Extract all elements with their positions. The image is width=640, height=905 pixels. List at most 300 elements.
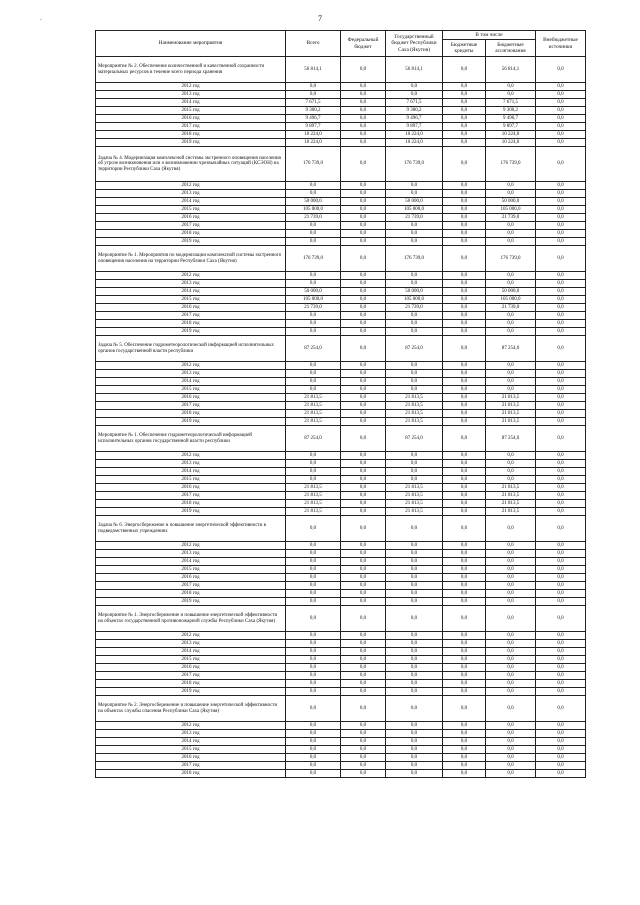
- value-cell: 0,0: [443, 598, 486, 606]
- header-allocations: Бюджетные ассигнования: [486, 40, 536, 57]
- value-cell: 0,0: [341, 566, 386, 574]
- value-cell: 0,0: [443, 688, 486, 696]
- value-cell: 0,0: [443, 99, 486, 107]
- value-cell: 0,0: [286, 460, 341, 468]
- value-cell: 21 813,5: [386, 418, 443, 426]
- value-cell: 0,0: [386, 83, 443, 91]
- value-cell: 0,0: [443, 558, 486, 566]
- year-label: 2019 год: [96, 418, 286, 426]
- summary-cell: 56 814,1: [386, 57, 443, 83]
- summary-cell: 0,0: [341, 57, 386, 83]
- value-cell: 0,0: [386, 722, 443, 730]
- year-label: 2014 год: [96, 288, 286, 296]
- year-row: [96, 558, 586, 566]
- year-row: [96, 476, 586, 484]
- year-label: 2013 год: [96, 730, 286, 738]
- value-cell: 0,0: [443, 378, 486, 386]
- year-row: [96, 468, 586, 476]
- summary-cell: 0,0: [341, 147, 386, 182]
- summary-cell: 0,0: [341, 696, 386, 722]
- value-cell: 7 671,5: [386, 99, 443, 107]
- summary-cell: 87 254,0: [486, 426, 536, 452]
- table-header: [96, 31, 586, 57]
- value-cell: 0,0: [286, 672, 341, 680]
- value-cell: 21 813,5: [386, 484, 443, 492]
- year-label: 2019 год: [96, 328, 286, 336]
- group-title: Мероприятие № 1. Обеспечение гидрометеорологической информацией исполнительных органов государственной власти республики: [96, 426, 286, 452]
- value-cell: 0,0: [443, 238, 486, 246]
- value-cell: 0,0: [443, 542, 486, 550]
- value-cell: 10 224,0: [286, 131, 341, 139]
- value-cell: 0,0: [536, 370, 586, 378]
- value-cell: 0,0: [386, 656, 443, 664]
- value-cell: 0,0: [386, 770, 443, 778]
- year-row: [96, 484, 586, 492]
- value-cell: 0,0: [341, 182, 386, 190]
- year-row: [96, 99, 586, 107]
- year-label: 2018 год: [96, 410, 286, 418]
- value-cell: 105 000,0: [386, 206, 443, 214]
- value-cell: 0,0: [386, 238, 443, 246]
- page-number: 7: [318, 14, 322, 23]
- value-cell: 0,0: [486, 598, 536, 606]
- year-row: [96, 730, 586, 738]
- value-cell: 0,0: [386, 91, 443, 99]
- header-state: Государственный бюджет Республики Саха (Якутия): [386, 31, 443, 57]
- value-cell: 0,0: [286, 632, 341, 640]
- year-label: 2012 год: [96, 542, 286, 550]
- value-cell: 0,0: [443, 91, 486, 99]
- value-cell: 21 813,5: [486, 418, 536, 426]
- value-cell: 0,0: [341, 190, 386, 198]
- value-cell: 0,0: [536, 770, 586, 778]
- value-cell: 0,0: [536, 688, 586, 696]
- year-label: 2017 год: [96, 123, 286, 131]
- value-cell: 0,0: [536, 386, 586, 394]
- year-label: 2014 год: [96, 558, 286, 566]
- value-cell: 0,0: [341, 542, 386, 550]
- value-cell: 0,0: [536, 590, 586, 598]
- value-cell: 0,0: [443, 672, 486, 680]
- value-cell: 0,0: [486, 468, 536, 476]
- value-cell: 9 300,2: [386, 107, 443, 115]
- year-label: 2015 год: [96, 107, 286, 115]
- summary-cell: 0,0: [536, 516, 586, 542]
- year-row: [96, 312, 586, 320]
- value-cell: 0,0: [486, 362, 536, 370]
- summary-cell: 87 254,0: [286, 426, 341, 452]
- table-body: [96, 57, 586, 778]
- year-row: [96, 182, 586, 190]
- value-cell: 0,0: [286, 280, 341, 288]
- year-label: 2017 год: [96, 492, 286, 500]
- value-cell: 0,0: [536, 83, 586, 91]
- summary-cell: 0,0: [341, 516, 386, 542]
- value-cell: 21 813,5: [386, 500, 443, 508]
- value-cell: 0,0: [286, 182, 341, 190]
- value-cell: 0,0: [536, 648, 586, 656]
- year-row: [96, 582, 586, 590]
- value-cell: 0,0: [341, 550, 386, 558]
- value-cell: 0,0: [536, 566, 586, 574]
- value-cell: 9 300,2: [286, 107, 341, 115]
- value-cell: 0,0: [443, 484, 486, 492]
- year-row: [96, 304, 586, 312]
- year-label: 2015 год: [96, 566, 286, 574]
- year-label: 2013 год: [96, 460, 286, 468]
- value-cell: 0,0: [386, 590, 443, 598]
- value-cell: 50 000,0: [386, 198, 443, 206]
- year-label: 2015 год: [96, 746, 286, 754]
- year-label: 2019 год: [96, 238, 286, 246]
- group-title: Мероприятие № 1. Энергосбережение и повышение энергетической эффективности на объектах государственной противопожарной службы Республики Саха (Якутия): [96, 606, 286, 632]
- summary-cell: 87 254,0: [486, 336, 536, 362]
- value-cell: 0,0: [536, 394, 586, 402]
- year-label: 2013 год: [96, 550, 286, 558]
- value-cell: 0,0: [536, 640, 586, 648]
- value-cell: 0,0: [486, 566, 536, 574]
- value-cell: 0,0: [341, 288, 386, 296]
- group-title: Задача № 6. Энергосбережение и повышение энергетической эффективности в подведомственных учреждениях: [96, 516, 286, 542]
- value-cell: 0,0: [486, 558, 536, 566]
- value-cell: 0,0: [486, 542, 536, 550]
- value-cell: 0,0: [443, 452, 486, 460]
- value-cell: 0,0: [443, 198, 486, 206]
- value-cell: 0,0: [341, 770, 386, 778]
- year-label: 2012 год: [96, 632, 286, 640]
- value-cell: 0,0: [443, 762, 486, 770]
- summary-cell: 0,0: [443, 57, 486, 83]
- year-row: [96, 598, 586, 606]
- value-cell: 0,0: [286, 328, 341, 336]
- year-label: 2018 год: [96, 320, 286, 328]
- value-cell: 0,0: [443, 320, 486, 328]
- value-cell: 0,0: [286, 566, 341, 574]
- value-cell: 21 813,5: [386, 402, 443, 410]
- value-cell: 7 671,5: [486, 99, 536, 107]
- value-cell: 0,0: [536, 115, 586, 123]
- value-cell: 0,0: [536, 99, 586, 107]
- group-row: [96, 696, 586, 722]
- value-cell: 9 496,7: [486, 115, 536, 123]
- value-cell: 0,0: [341, 762, 386, 770]
- value-cell: 0,0: [341, 484, 386, 492]
- value-cell: 0,0: [386, 476, 443, 484]
- value-cell: 9 496,7: [386, 115, 443, 123]
- year-label: 2016 год: [96, 574, 286, 582]
- value-cell: 0,0: [443, 222, 486, 230]
- summary-cell: 0,0: [486, 696, 536, 722]
- value-cell: 0,0: [341, 83, 386, 91]
- value-cell: 0,0: [486, 386, 536, 394]
- year-row: [96, 762, 586, 770]
- value-cell: 0,0: [443, 280, 486, 288]
- value-cell: 0,0: [536, 492, 586, 500]
- year-label: 2012 год: [96, 362, 286, 370]
- year-label: 2013 год: [96, 640, 286, 648]
- value-cell: 0,0: [486, 230, 536, 238]
- summary-cell: 0,0: [443, 336, 486, 362]
- group-row: [96, 57, 586, 83]
- value-cell: 0,0: [341, 131, 386, 139]
- value-cell: 0,0: [341, 394, 386, 402]
- value-cell: 0,0: [286, 648, 341, 656]
- value-cell: 0,0: [386, 664, 443, 672]
- value-cell: 0,0: [443, 206, 486, 214]
- value-cell: 0,0: [286, 378, 341, 386]
- value-cell: 21 813,5: [486, 492, 536, 500]
- year-label: 2012 год: [96, 83, 286, 91]
- value-cell: 0,0: [341, 328, 386, 336]
- value-cell: 0,0: [341, 722, 386, 730]
- value-cell: 0,0: [536, 508, 586, 516]
- value-cell: 21 739,0: [286, 214, 341, 222]
- value-cell: 50 000,0: [386, 288, 443, 296]
- year-row: [96, 632, 586, 640]
- value-cell: 10 224,0: [386, 139, 443, 147]
- value-cell: 0,0: [443, 115, 486, 123]
- year-row: [96, 214, 586, 222]
- year-label: 2014 год: [96, 738, 286, 746]
- year-row: [96, 402, 586, 410]
- year-row: [96, 83, 586, 91]
- value-cell: 0,0: [443, 664, 486, 672]
- year-row: [96, 296, 586, 304]
- year-row: [96, 107, 586, 115]
- value-cell: 21 813,5: [486, 484, 536, 492]
- value-cell: 0,0: [286, 558, 341, 566]
- value-cell: 0,0: [486, 190, 536, 198]
- year-row: [96, 460, 586, 468]
- year-label: 2018 год: [96, 770, 286, 778]
- year-row: [96, 238, 586, 246]
- value-cell: 105 000,0: [486, 206, 536, 214]
- value-cell: 0,0: [443, 190, 486, 198]
- value-cell: 0,0: [341, 320, 386, 328]
- value-cell: 0,0: [386, 640, 443, 648]
- value-cell: 0,0: [486, 452, 536, 460]
- value-cell: 0,0: [286, 640, 341, 648]
- value-cell: 0,0: [341, 230, 386, 238]
- group-row: [96, 606, 586, 632]
- value-cell: 0,0: [536, 230, 586, 238]
- value-cell: 0,0: [341, 632, 386, 640]
- year-row: [96, 272, 586, 280]
- value-cell: 0,0: [386, 386, 443, 394]
- value-cell: 0,0: [386, 370, 443, 378]
- value-cell: 0,0: [386, 460, 443, 468]
- value-cell: 0,0: [341, 590, 386, 598]
- value-cell: 0,0: [443, 83, 486, 91]
- value-cell: 9 496,7: [286, 115, 341, 123]
- value-cell: 50 000,0: [486, 198, 536, 206]
- value-cell: 0,0: [286, 656, 341, 664]
- year-row: [96, 688, 586, 696]
- year-label: 2013 год: [96, 370, 286, 378]
- year-row: [96, 386, 586, 394]
- value-cell: 10 224,0: [486, 139, 536, 147]
- value-cell: 50 000,0: [286, 198, 341, 206]
- value-cell: 0,0: [536, 288, 586, 296]
- value-cell: 0,0: [286, 582, 341, 590]
- year-row: [96, 198, 586, 206]
- year-row: [96, 754, 586, 762]
- summary-cell: 0,0: [536, 57, 586, 83]
- value-cell: 0,0: [286, 452, 341, 460]
- value-cell: 0,0: [443, 296, 486, 304]
- value-cell: 10 224,0: [486, 131, 536, 139]
- summary-cell: 0,0: [386, 516, 443, 542]
- value-cell: 0,0: [536, 418, 586, 426]
- value-cell: 0,0: [486, 280, 536, 288]
- summary-cell: 176 739,0: [386, 246, 443, 272]
- value-cell: 0,0: [536, 598, 586, 606]
- year-label: 2017 год: [96, 582, 286, 590]
- value-cell: 0,0: [386, 754, 443, 762]
- value-cell: 0,0: [341, 672, 386, 680]
- value-cell: 0,0: [386, 550, 443, 558]
- value-cell: 0,0: [443, 418, 486, 426]
- value-cell: 0,0: [341, 115, 386, 123]
- value-cell: 0,0: [386, 672, 443, 680]
- value-cell: 21 739,0: [386, 304, 443, 312]
- year-label: 2018 год: [96, 590, 286, 598]
- value-cell: 0,0: [341, 476, 386, 484]
- year-row: [96, 370, 586, 378]
- year-row: [96, 590, 586, 598]
- value-cell: 0,0: [386, 746, 443, 754]
- value-cell: 21 813,5: [386, 410, 443, 418]
- group-title: Задача № 5. Обеспечение гидрометеорологической информацией исполнительных органов государственной власти республики: [96, 336, 286, 362]
- value-cell: 0,0: [443, 328, 486, 336]
- year-row: [96, 288, 586, 296]
- year-label: 2014 год: [96, 99, 286, 107]
- value-cell: 0,0: [486, 476, 536, 484]
- year-row: [96, 123, 586, 131]
- year-label: 2014 год: [96, 648, 286, 656]
- value-cell: 105 000,0: [286, 206, 341, 214]
- year-label: 2018 год: [96, 230, 286, 238]
- value-cell: 0,0: [341, 402, 386, 410]
- summary-cell: 0,0: [443, 426, 486, 452]
- value-cell: 0,0: [486, 770, 536, 778]
- value-cell: 0,0: [536, 664, 586, 672]
- year-label: 2018 год: [96, 500, 286, 508]
- header-name: Наименование мероприятия: [96, 31, 286, 57]
- value-cell: 0,0: [486, 640, 536, 648]
- value-cell: 21 813,5: [486, 394, 536, 402]
- year-row: [96, 492, 586, 500]
- header-total: Всего: [286, 31, 341, 57]
- value-cell: 0,0: [486, 222, 536, 230]
- value-cell: 0,0: [386, 280, 443, 288]
- value-cell: 0,0: [443, 656, 486, 664]
- value-cell: 0,0: [536, 410, 586, 418]
- year-row: [96, 722, 586, 730]
- value-cell: 0,0: [443, 508, 486, 516]
- value-cell: 0,0: [536, 558, 586, 566]
- value-cell: 21 813,5: [286, 402, 341, 410]
- value-cell: 0,0: [443, 730, 486, 738]
- value-cell: 0,0: [341, 754, 386, 762]
- value-cell: 0,0: [286, 542, 341, 550]
- value-cell: 0,0: [341, 370, 386, 378]
- group-row: [96, 246, 586, 272]
- value-cell: 0,0: [443, 582, 486, 590]
- value-cell: 0,0: [341, 296, 386, 304]
- value-cell: 0,0: [486, 370, 536, 378]
- year-row: [96, 574, 586, 582]
- value-cell: 0,0: [536, 320, 586, 328]
- value-cell: 0,0: [486, 91, 536, 99]
- value-cell: 0,0: [286, 770, 341, 778]
- value-cell: 0,0: [443, 402, 486, 410]
- value-cell: 0,0: [386, 688, 443, 696]
- value-cell: 0,0: [386, 328, 443, 336]
- value-cell: 0,0: [536, 460, 586, 468]
- year-label: 2016 год: [96, 304, 286, 312]
- value-cell: 0,0: [536, 672, 586, 680]
- value-cell: 0,0: [443, 394, 486, 402]
- value-cell: 0,0: [536, 107, 586, 115]
- value-cell: 0,0: [536, 746, 586, 754]
- value-cell: 0,0: [443, 746, 486, 754]
- value-cell: 0,0: [386, 182, 443, 190]
- value-cell: 0,0: [486, 238, 536, 246]
- value-cell: 10 224,0: [386, 131, 443, 139]
- value-cell: 0,0: [386, 468, 443, 476]
- summary-cell: 0,0: [286, 516, 341, 542]
- value-cell: 0,0: [486, 328, 536, 336]
- value-cell: 0,0: [341, 272, 386, 280]
- year-row: [96, 131, 586, 139]
- value-cell: 105 000,0: [286, 296, 341, 304]
- summary-cell: 56 814,1: [486, 57, 536, 83]
- year-row: [96, 746, 586, 754]
- value-cell: 0,0: [536, 214, 586, 222]
- value-cell: 105 000,0: [386, 296, 443, 304]
- value-cell: 0,0: [536, 238, 586, 246]
- year-label: 2015 год: [96, 296, 286, 304]
- value-cell: 21 813,5: [486, 508, 536, 516]
- value-cell: 0,0: [386, 738, 443, 746]
- value-cell: 0,0: [286, 738, 341, 746]
- year-row: [96, 115, 586, 123]
- summary-cell: 0,0: [536, 147, 586, 182]
- value-cell: 0,0: [341, 304, 386, 312]
- value-cell: 0,0: [386, 582, 443, 590]
- value-cell: 0,0: [443, 304, 486, 312]
- value-cell: 0,0: [536, 550, 586, 558]
- value-cell: 0,0: [443, 722, 486, 730]
- value-cell: 21 813,5: [386, 394, 443, 402]
- summary-cell: 0,0: [536, 246, 586, 272]
- value-cell: 0,0: [341, 688, 386, 696]
- year-label: 2019 год: [96, 139, 286, 147]
- value-cell: 0,0: [341, 107, 386, 115]
- value-cell: 0,0: [486, 378, 536, 386]
- value-cell: 0,0: [386, 222, 443, 230]
- value-cell: 0,0: [536, 123, 586, 131]
- value-cell: 0,0: [286, 476, 341, 484]
- value-cell: 0,0: [341, 492, 386, 500]
- summary-cell: 87 254,0: [286, 336, 341, 362]
- group-title: Мероприятие № 2. Энергосбережение и повышение энергетической эффективности на объектах службы спасения Республики Саха (Якутия): [96, 696, 286, 722]
- header-incl: В том числе: [443, 31, 536, 40]
- value-cell: 0,0: [386, 680, 443, 688]
- value-cell: 0,0: [341, 386, 386, 394]
- year-row: [96, 91, 586, 99]
